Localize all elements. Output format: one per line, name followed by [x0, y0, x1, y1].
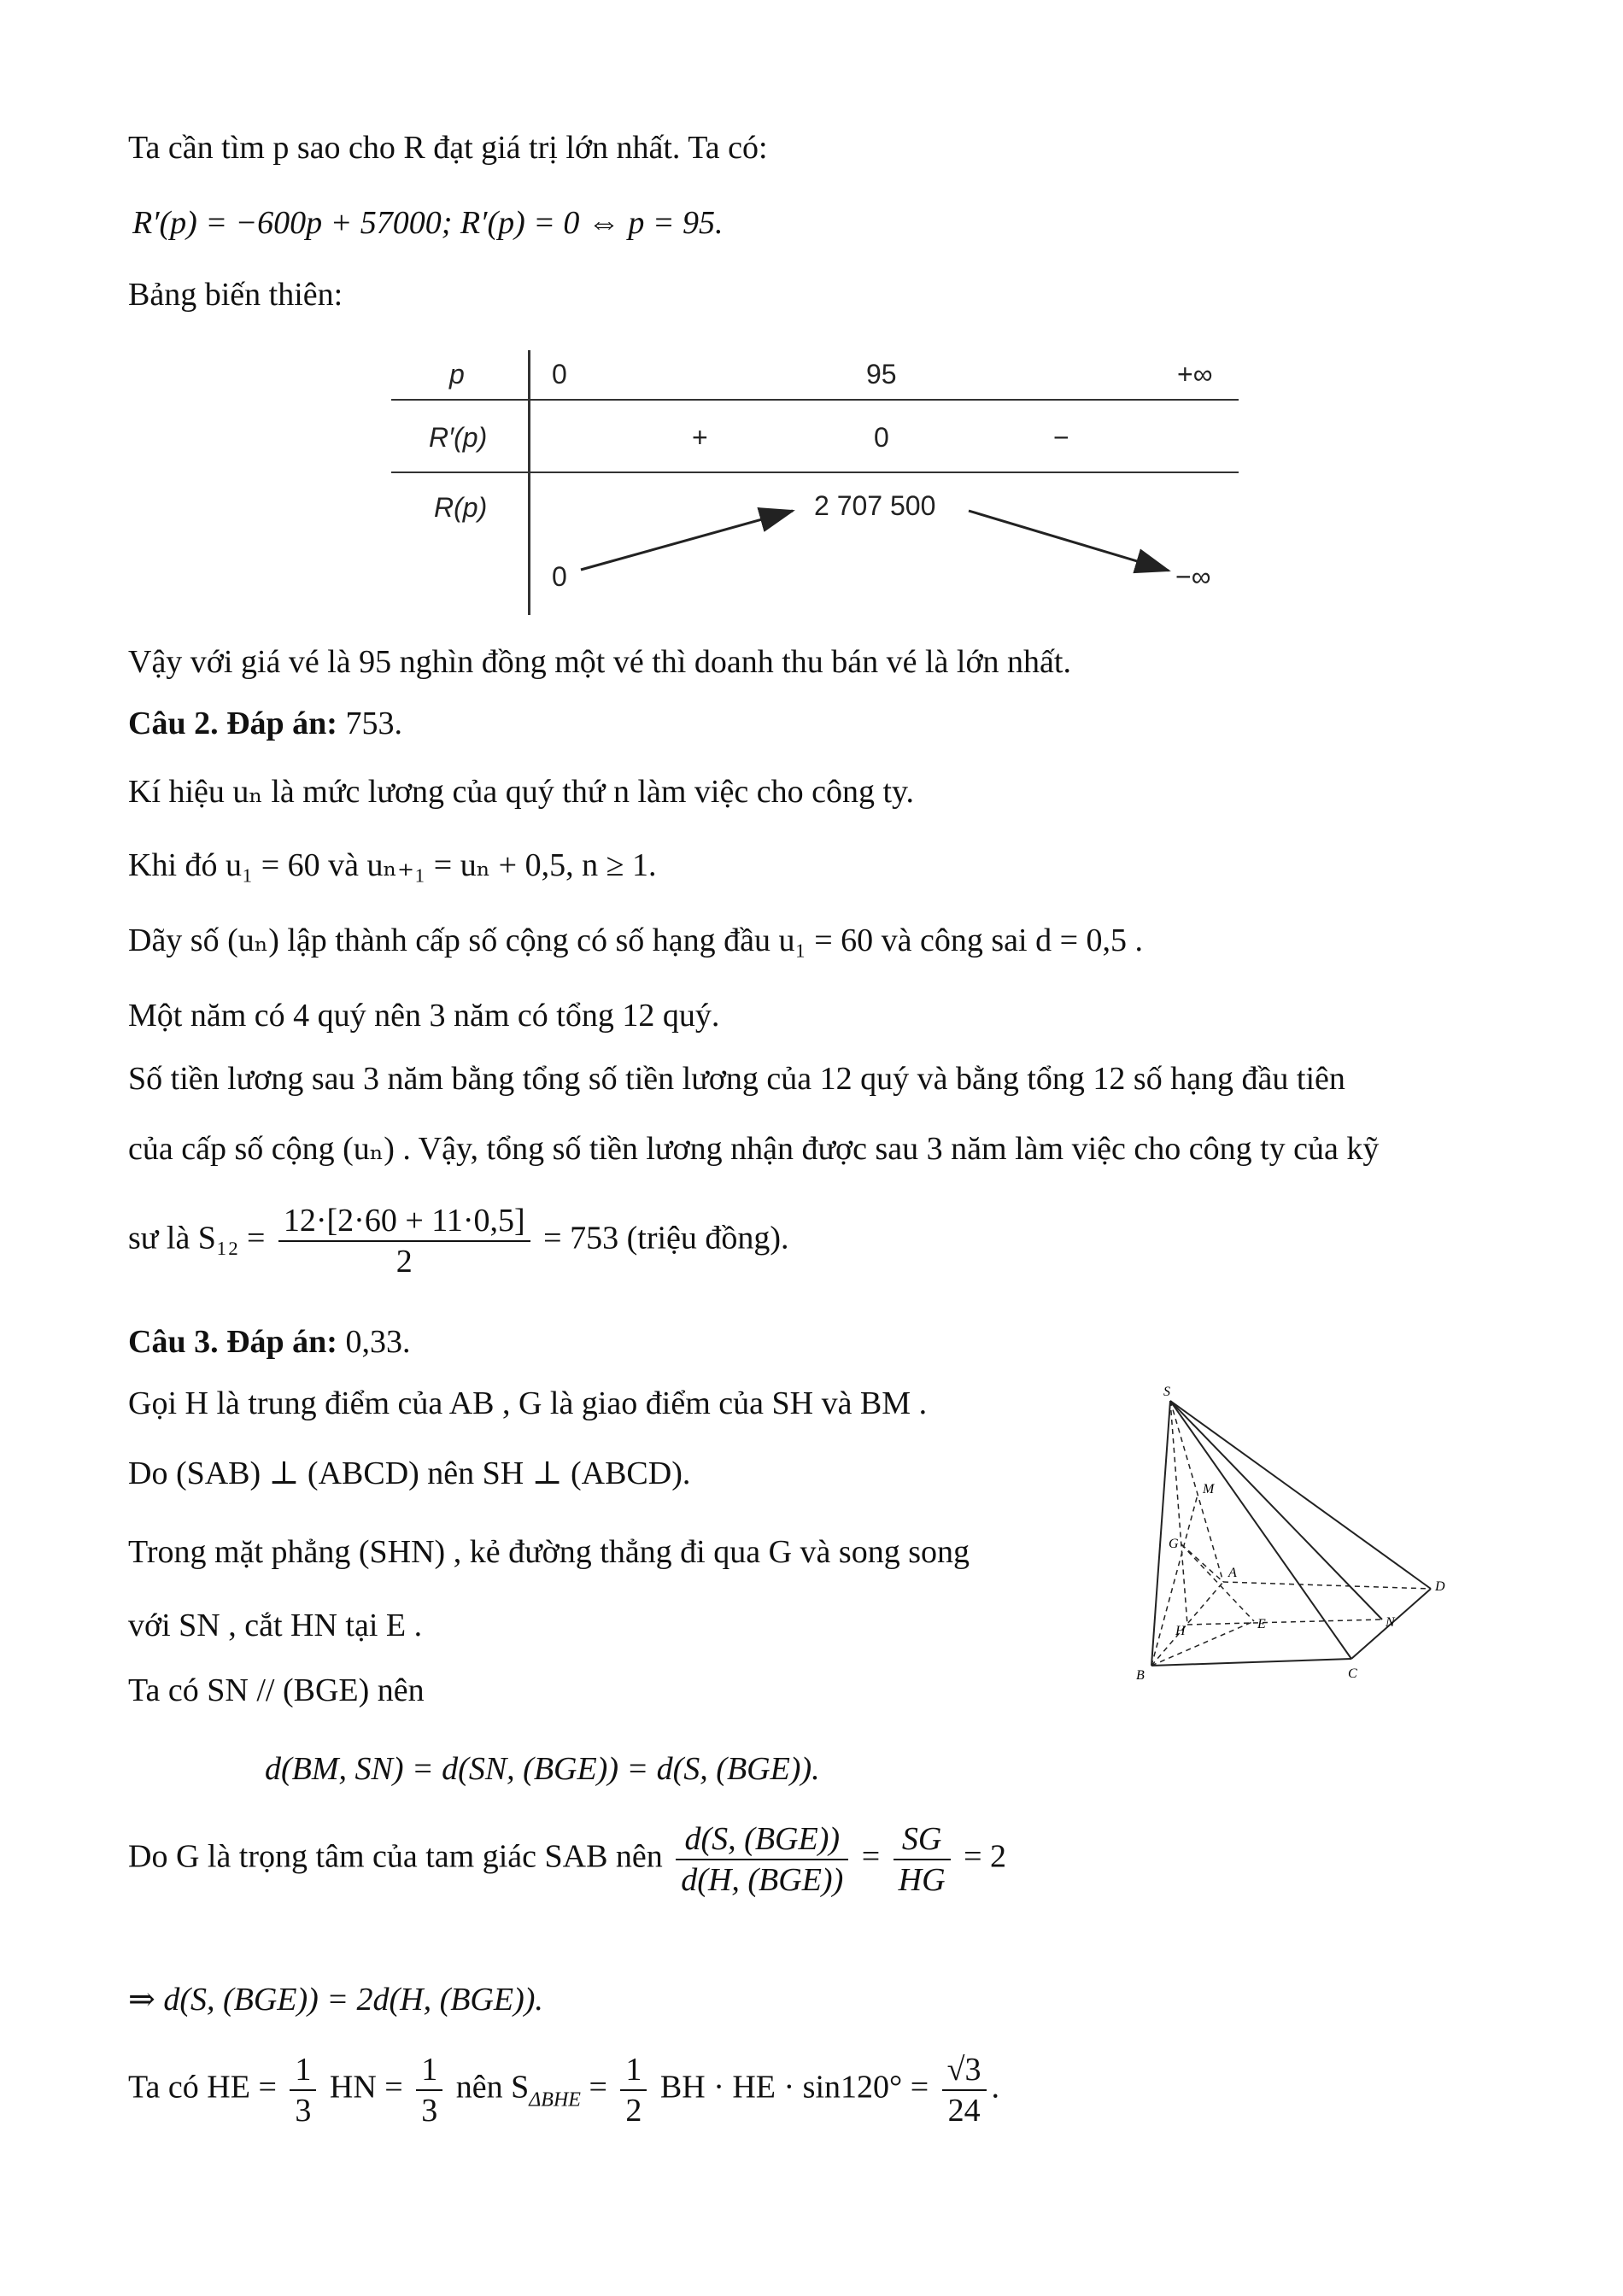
ratio-numerator-1: d(S, (BGE)): [676, 1819, 848, 1860]
label-g: G: [1169, 1537, 1179, 1551]
q2-line-3: Dãy số (uₙ) lập thành cấp số cộng có số hạng đầu u₁ = 60 và công sai d = 0,5 .: [128, 922, 1144, 958]
q3-answer: 0,33.: [345, 1324, 411, 1360]
he-denominator-1: 3: [295, 2093, 312, 2129]
sum-numerator: 12·[2·60 + 11·0,5]: [278, 1201, 530, 1242]
he-numerator-2: 1: [416, 2050, 442, 2091]
label-e: E: [1257, 1617, 1266, 1631]
row-label-p: p: [449, 359, 465, 390]
q2-line-7: [128, 1201, 789, 1281]
ratio-result: = 2: [964, 1838, 1006, 1875]
label-d: D: [1435, 1579, 1445, 1594]
area-subscript: ΔBHE: [529, 2088, 581, 2112]
q3-line-3: Trong mặt phẳng (SHN) , kẻ đường thẳng đi qua G và song song: [128, 1534, 970, 1570]
q2-line-5: Số tiền lương sau 3 năm bằng tổng số tiền lương của 12 quý và bằng tổng 12 số hạng đầu tiên: [128, 1061, 1345, 1097]
q2-line-1: Kí hiệu uₙ là mức lương của quý thứ n làm việc cho công ty.: [128, 774, 915, 810]
q3-distance-equation: d(BM, SN) = d(SN, (BGE)) = d(S, (BGE)).: [265, 1751, 820, 1787]
area-product: BH · HE · sin120° =: [659, 2069, 929, 2106]
q3-label: Câu 3. Đáp án:: [128, 1324, 337, 1360]
sum-result: = 753 (triệu đồng).: [543, 1220, 789, 1256]
centroid-text: Do G là trọng tâm của tam giác SAB nên: [128, 1838, 663, 1875]
he-numerator-1: 1: [290, 2050, 316, 2091]
area-equals: =: [580, 2069, 607, 2106]
row-label-derivative: R′(p): [429, 422, 488, 453]
ratio-fraction-2: [894, 1819, 951, 1900]
sum-denominator: 2: [395, 1244, 413, 1280]
row-label-function: R(p): [434, 492, 488, 523]
q3-line-5: Ta có SN // (BGE) nên: [128, 1672, 425, 1708]
he-denominator-2: 3: [421, 2093, 438, 2129]
q3-line-7: [128, 1819, 1006, 1900]
label-m: M: [1203, 1482, 1215, 1496]
sign-negative: −: [1053, 422, 1069, 453]
edge-ba: [1151, 1582, 1223, 1666]
ratio-equals: =: [861, 1838, 881, 1875]
ratio-fraction-1: [676, 1819, 848, 1900]
q3-line-4: với SN , cắt HN tại E .: [128, 1608, 423, 1643]
sign-zero: 0: [874, 422, 889, 453]
edge-ad: [1223, 1582, 1431, 1589]
label-c: C: [1348, 1666, 1357, 1681]
he-label: Ta có HE =: [128, 2069, 277, 2106]
sum-label: sư là S₁₂ =: [128, 1220, 266, 1256]
ratio-denominator-2: HG: [898, 1862, 946, 1898]
derivative-equation: R′(p) = −600p + 57000; R′(p) = 0 ⇔ p = 95.: [132, 205, 724, 241]
sum-fraction: [278, 1201, 530, 1281]
q2-line-6: của cấp số cộng (uₙ) . Vậy, tổng số tiền lương nhận được sau 3 năm làm việc cho công ty của kỹ: [128, 1131, 1380, 1167]
q2-line-4: Một năm có 4 quý nên 3 năm có tổng 12 quý.: [128, 998, 720, 1034]
q3-line-9: [128, 2050, 999, 2130]
paragraph-find-p: Ta cần tìm p sao cho R đạt giá trị lớn nhất. Ta có:: [128, 130, 768, 166]
pyramid-figure: [1128, 1384, 1486, 1700]
q2-label: Câu 2. Đáp án:: [128, 706, 337, 741]
segment-bm: [1151, 1495, 1198, 1666]
area-period: .: [991, 2069, 999, 2106]
sign-positive: +: [692, 422, 708, 453]
p-value-start: 0: [552, 359, 567, 390]
ratio-denominator-1: d(H, (BGE)): [681, 1862, 844, 1898]
q3-line-2: Do (SAB) ⊥ (ABCD) nên SH ⊥ (ABCD).: [128, 1456, 691, 1491]
q2-answer: 753.: [345, 706, 402, 741]
variation-table-label: Bảng biến thiên:: [128, 277, 343, 313]
label-s: S: [1163, 1385, 1170, 1399]
area-denominator-1: 2: [625, 2093, 642, 2129]
label-n: N: [1386, 1615, 1395, 1630]
p-value-infinity: +∞: [1177, 359, 1213, 390]
area-label: nên S: [455, 2069, 530, 2106]
he-fraction-2: [416, 2050, 442, 2130]
q3-implication: ⇒ d(S, (BGE)) = 2d(H, (BGE)).: [128, 1982, 543, 2018]
increase-arrow: [581, 511, 793, 570]
variation-table: [391, 343, 1245, 617]
he-fraction-1: [290, 2050, 316, 2130]
r-max-value: 2 707 500: [814, 490, 936, 521]
hn-text: HN =: [329, 2069, 403, 2106]
r-right-value: −∞: [1175, 561, 1211, 592]
r-left-value: 0: [552, 561, 567, 592]
area-numerator-1: 1: [620, 2050, 647, 2091]
q3-heading: [128, 1322, 410, 1362]
area-denominator-2: 24: [947, 2093, 981, 2129]
segment-sh: [1170, 1401, 1187, 1625]
q2-line-2: Khi đó u₁ = 60 và uₙ₊₁ = uₙ + 0,5, n ≥ 1.: [128, 847, 657, 883]
q3-line-1: Gọi H là trung điểm của AB , G là giao điểm của SH và BM .: [128, 1385, 928, 1421]
conclusion-q1: Vậy với giá vé là 95 nghìn đồng một vé thì doanh thu bán vé là lớn nhất.: [128, 644, 1071, 680]
decrease-arrow: [969, 511, 1169, 571]
segment-ga: [1181, 1544, 1223, 1582]
edge-bc: [1151, 1659, 1351, 1666]
segment-hn: [1187, 1620, 1382, 1625]
label-h: H: [1175, 1624, 1186, 1638]
area-fraction-2: [942, 2050, 987, 2130]
edge-sb: [1151, 1401, 1170, 1666]
ratio-numerator-2: SG: [894, 1819, 951, 1860]
label-a: A: [1228, 1566, 1237, 1580]
label-b: B: [1136, 1668, 1145, 1683]
p-value-critical: 95: [866, 359, 897, 390]
segment-be: [1151, 1621, 1254, 1666]
q2-heading: [128, 704, 402, 743]
area-fraction-1: [620, 2050, 647, 2130]
area-numerator-2: √3: [942, 2050, 987, 2091]
variation-arrows: [391, 343, 1245, 617]
